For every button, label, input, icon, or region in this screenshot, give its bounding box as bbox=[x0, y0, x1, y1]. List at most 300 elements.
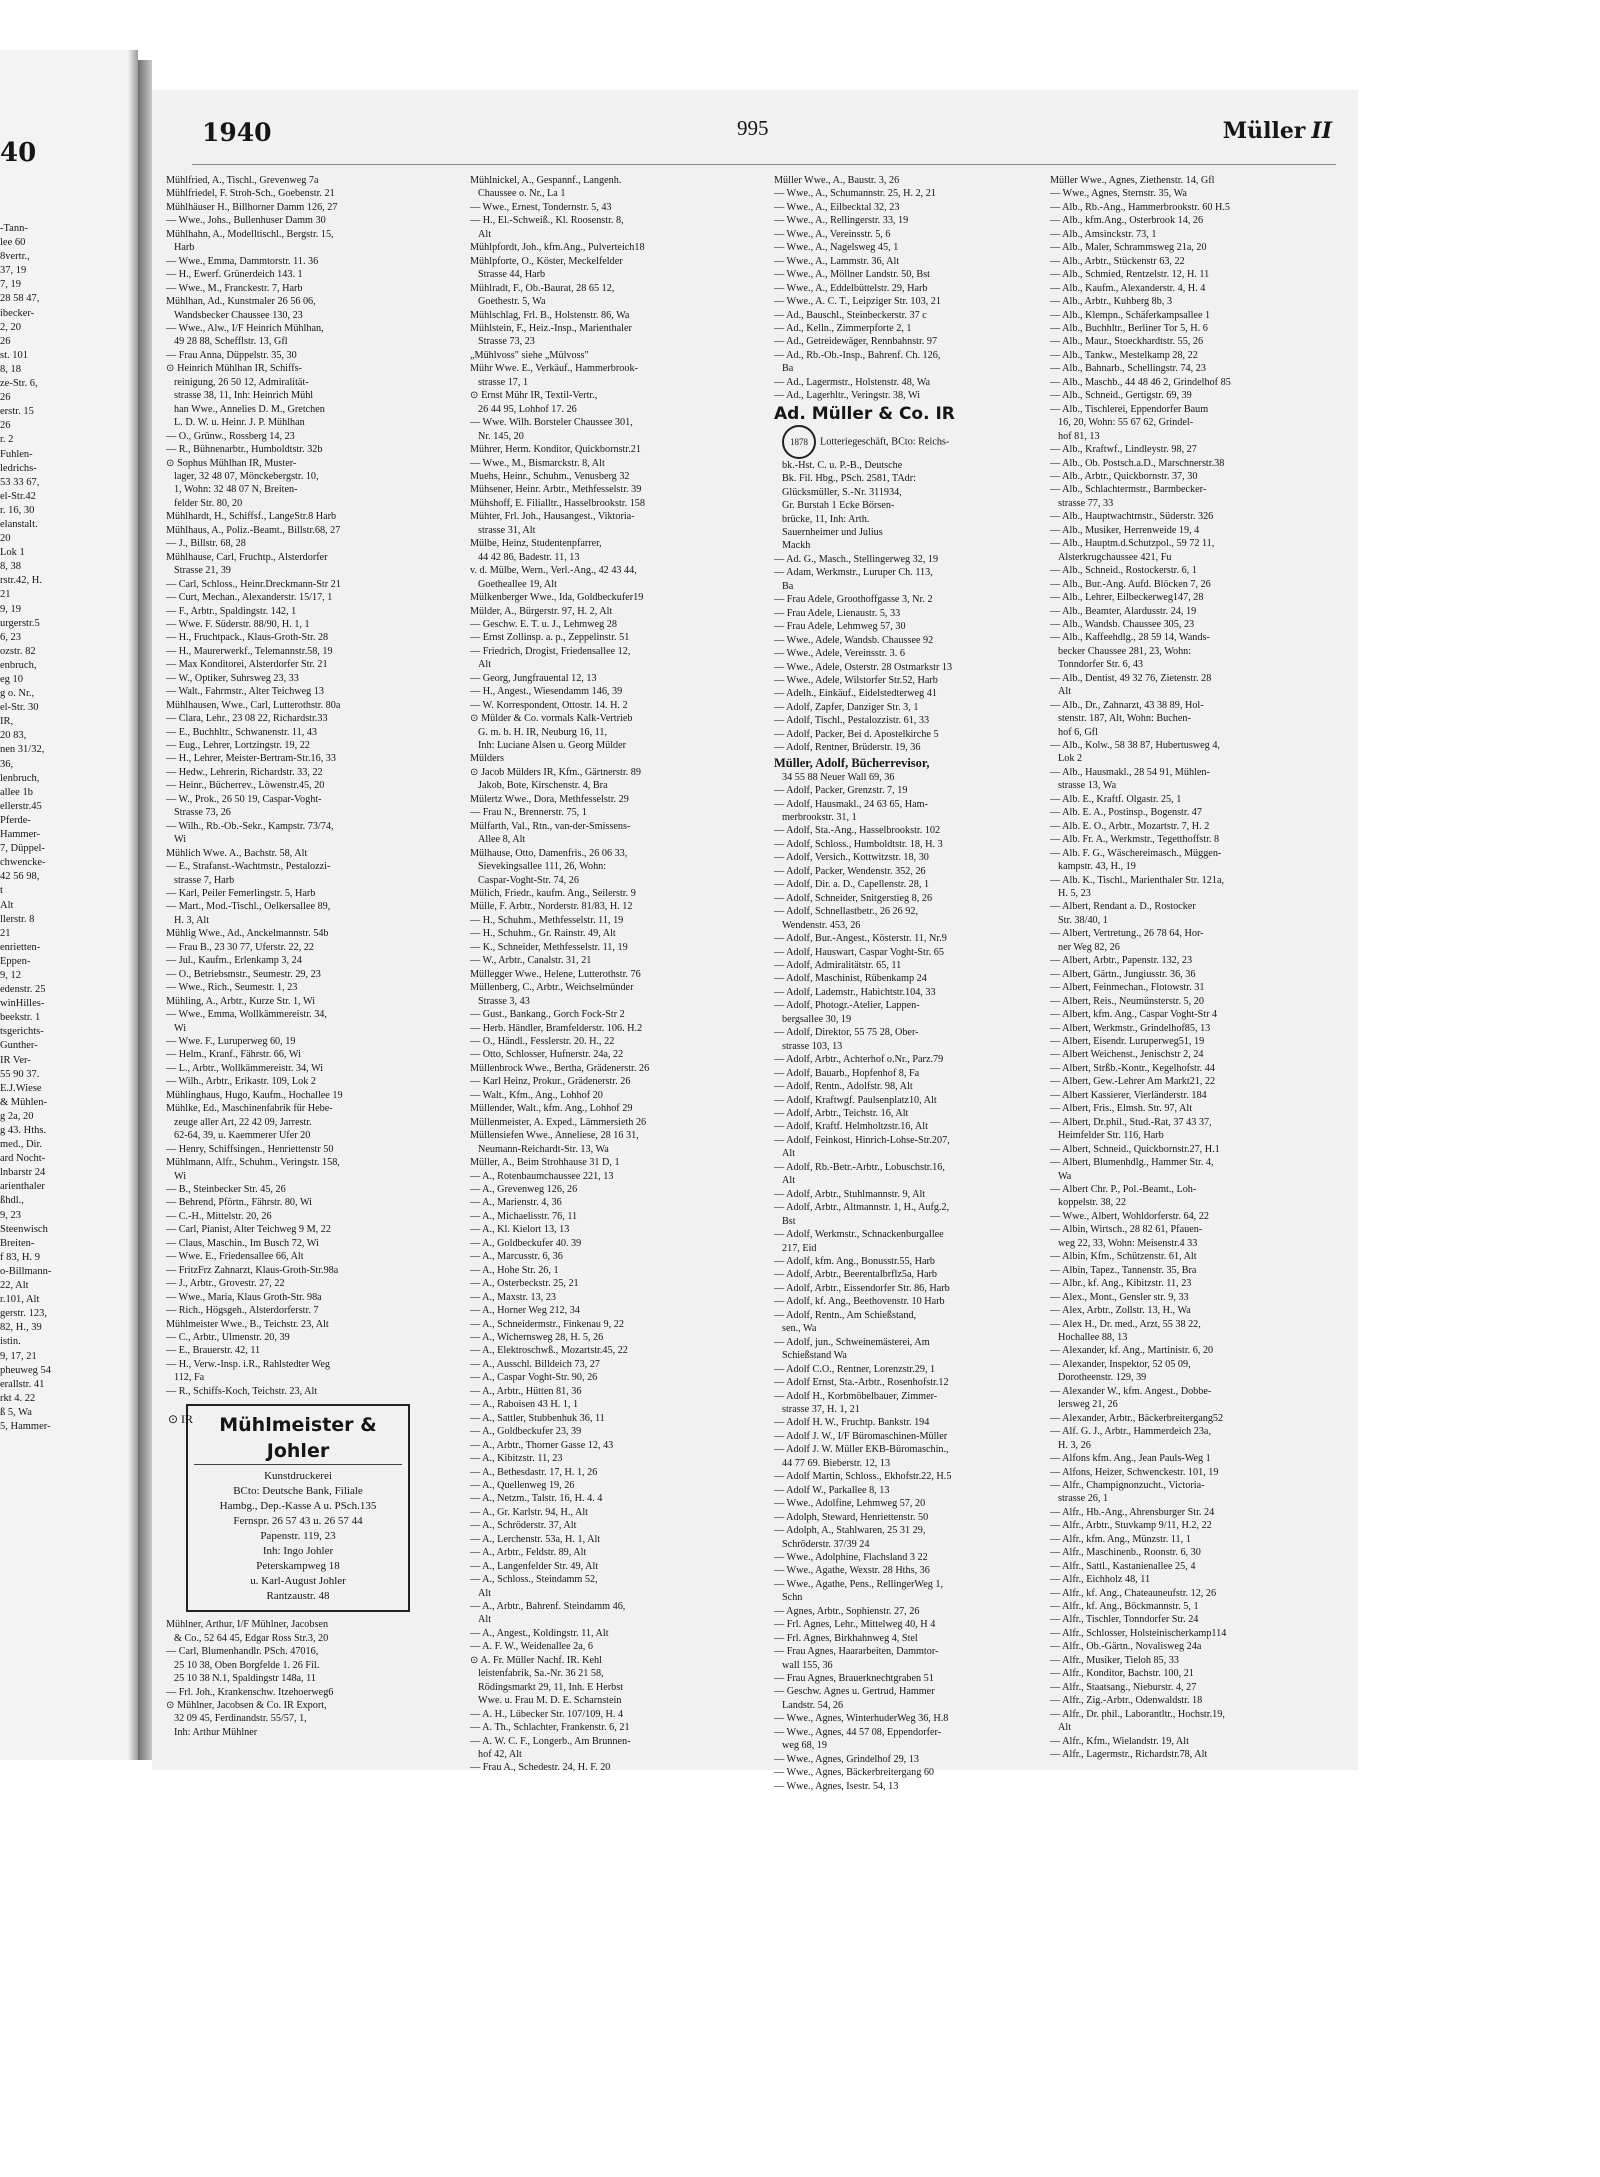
directory-entry-line: Strasse 73, 26 bbox=[174, 807, 231, 819]
directory-entry-line: — Ad. G., Masch., Stellingerweg 32, 19 bbox=[774, 553, 939, 565]
directory-entry-line: — Wwe., Agnes, WinterhuderWeg 36, H.8 bbox=[774, 1713, 949, 1725]
directory-entry-line: Mühlich Wwe. A., Bachstr. 58, Alt bbox=[166, 847, 308, 859]
directory-entry-line: ⊙ Heinrich Mühlhan IR, Schiffs- bbox=[166, 363, 302, 375]
previous-page-line: 55 90 37. bbox=[0, 1068, 40, 1080]
directory-entry-line: — Wwe., Rich., Seumestr. 1, 23 bbox=[166, 982, 298, 994]
directory-entry-line: — Alb. Fr. A., Werkmstr., Tegetthoffstr. 8 bbox=[1050, 834, 1220, 846]
previous-page-line: rkt 4. 22 bbox=[0, 1392, 36, 1404]
directory-entry-line: — Wwe., Alw., I/F Heinrich Mühlhan, bbox=[166, 322, 324, 334]
directory-entry-line: — Clara, Lehr., 23 08 22, Richardstr.33 bbox=[166, 713, 328, 725]
directory-entry-line: — Alb., Maschb., 44 48 46 2, Grindelhof 85 bbox=[1050, 376, 1231, 388]
directory-entry-line: — FritzFrz Zahnarzt, Klaus-Groth-Str.98a bbox=[166, 1264, 339, 1276]
directory-entry-line: — Ad., Kelln., Zimmerpforte 2, 1 bbox=[774, 322, 912, 334]
directory-entry-line: — Albert Chr. P., Pol.-Beamt., Loh- bbox=[1050, 1183, 1197, 1195]
directory-entry-line: Mühr Wwe. E., Verkäuf., Hammerbrook- bbox=[470, 363, 638, 375]
directory-entry-line: Mülbe, Heinz, Studentenpfarrer, bbox=[470, 538, 602, 550]
previous-page-line: med., Dir. bbox=[0, 1139, 42, 1151]
directory-entry-line: — W. Korrespondent, Ottostr. 14. H. 2 bbox=[470, 699, 628, 711]
directory-entry-line: — Frau N., Brennerstr. 75, 1 bbox=[470, 807, 587, 819]
directory-entry-line: zeuge aller Art, 22 42 09, Jarrestr. bbox=[174, 1116, 312, 1128]
directory-entry-line: — Alb., Wandsb. Chaussee 305, 23 bbox=[1050, 618, 1195, 630]
directory-entry-line: — Alexander W., kfm. Angest., Dobbe- bbox=[1050, 1385, 1212, 1397]
previous-page-line: E.J.Wiese bbox=[0, 1082, 42, 1094]
directory-entry-line: — A., Michaelisstr. 76, 11 bbox=[470, 1210, 578, 1222]
directory-entry-line: — Adolf, Feinkost, Hinrich-Lohse-Str.207, bbox=[774, 1134, 950, 1146]
directory-entry-line: ⊙ Ernst Mühr IR, Textil-Vertr., bbox=[470, 390, 598, 402]
directory-entry-line: — Helm., Kranf., Fährstr. 66, Wi bbox=[166, 1049, 301, 1061]
directory-entry-line: Alt bbox=[1058, 686, 1072, 698]
directory-entry-line: — Adolf, Admiralitätstr. 65, 11 bbox=[774, 960, 902, 972]
directory-entry-line: ⊙ Mülder & Co. vormals Kalk-Vertrieb bbox=[470, 713, 633, 725]
directory-entry-highlight: Müller, Adolf, Bücherrevisor, bbox=[774, 755, 930, 770]
directory-entry-line: — Alex., Mont., Gensler str. 9, 33 bbox=[1050, 1291, 1189, 1303]
directory-entry-line: — Karl, Peiler Femerlingstr. 5, Harb bbox=[166, 888, 316, 900]
directory-entry-line: Alt bbox=[1058, 1722, 1072, 1734]
directory-entry-line: bergsallee 30, 19 bbox=[782, 1013, 852, 1025]
previous-page-line: ellerstr.45 bbox=[0, 800, 42, 812]
directory-entry-line: — Ad., Getreidewäger, Rennbahnstr. 97 bbox=[774, 336, 938, 348]
directory-entry-line: strasse 37, H. 1, 21 bbox=[782, 1403, 860, 1415]
directory-entry-line: — Adolf Martin, Schloss., Ekhofstr.22, H.5 bbox=[774, 1471, 952, 1483]
directory-entry-line: — Alb., Lehrer, Eilbeckerweg147, 28 bbox=[1050, 592, 1204, 604]
directory-entry-line: — H., Fruchtpack., Klaus-Groth-Str. 28 bbox=[166, 632, 329, 644]
directory-entry-line: lager, 32 48 07, Mönckebergstr. 10, bbox=[174, 470, 319, 482]
directory-entry-line: Goetheallee 19, Alt bbox=[478, 578, 557, 590]
directory-entry-line: Mühlschlag, Frl. B., Holstenstr. 86, Wa bbox=[470, 309, 630, 321]
directory-entry-line: Mühlhäuser H., Billhorner Damm 126, 27 bbox=[166, 201, 338, 213]
directory-entry-line: Mülfarth, Val., Rtn., van-der-Smissens- bbox=[470, 820, 631, 832]
directory-entry-line: H. 3, Alt bbox=[174, 914, 210, 926]
directory-entry-line: reinigung, 26 50 12, Admiralität- bbox=[174, 376, 309, 388]
directory-entry-line: — Ad., Lagermstr., Holstenstr. 48, Wa bbox=[774, 376, 931, 388]
directory-entry-line: — Alb., Arbtr., Stückenstr 63, 22 bbox=[1050, 255, 1185, 267]
directory-entry-line: — Alb., Kolw., 58 38 87, Hubertusweg 4, bbox=[1050, 740, 1220, 752]
directory-entry-line: — Ad., Lagerhltr., Veringstr. 38, Wi bbox=[774, 390, 921, 402]
directory-entry-line: koppelstr. 38, 22 bbox=[1058, 1197, 1126, 1209]
directory-entry-line: — Frau B., 23 30 77, Uferstr. 22, 22 bbox=[166, 941, 314, 953]
directory-entry-line: strasse 26, 1 bbox=[1058, 1493, 1109, 1505]
directory-entry-line: — Wwe., Adolphine, Flachsland 3 22 bbox=[774, 1551, 928, 1563]
directory-entry-line: — A., Goldbeckufer 40. 39 bbox=[470, 1237, 582, 1249]
directory-entry-line: Hochallee 88, 13 bbox=[1058, 1331, 1128, 1343]
directory-entry-line: — Albert, Blumenhdlg., Hammer Str. 4, bbox=[1050, 1157, 1214, 1169]
directory-entry-line: — Alb., Hausmakl., 28 54 91, Mühlen- bbox=[1050, 766, 1210, 778]
previous-page-line: 9, 12 bbox=[0, 969, 21, 981]
directory-entry-line: Nr. 145, 20 bbox=[478, 430, 524, 442]
directory-entry-line: — A., Elektroschwß., Mozartstr.45, 22 bbox=[470, 1345, 628, 1357]
directory-entry-line: weg 68, 19 bbox=[782, 1740, 827, 1752]
previous-page-line: r. 2 bbox=[0, 434, 14, 446]
directory-entry-line: Mülders bbox=[470, 753, 504, 765]
directory-entry-line: Mühsener, Heinr. Arbtr., Methfesselstr. 39 bbox=[470, 484, 642, 496]
directory-entry-line: 25 10 38, Oben Borgfelde 1. 26 Fil. bbox=[174, 1659, 320, 1671]
previous-page-edge bbox=[0, 50, 138, 1760]
directory-entry-line: — Alb., Schneid., Rostockerstr. 6, 1 bbox=[1050, 565, 1197, 577]
directory-entry-line: Mühlfriedel, F. Stroh-Sch., Goebenstr. 21 bbox=[166, 188, 335, 200]
previous-page-line: 36, bbox=[0, 758, 14, 770]
directory-entry-line: — A., Arbtr., Feldstr. 89, Alt bbox=[470, 1547, 587, 1559]
previous-page-line: allee 1b bbox=[0, 786, 33, 798]
directory-entry-line: — Frau A., Schedestr. 24, H. F. 20 bbox=[470, 1762, 611, 1774]
directory-entry-line: — Adolf, Arbtr., Eissendorfer Str. 86, Harb bbox=[774, 1282, 950, 1294]
directory-entry-line: — Adolf H., Korbmöbelbauer, Zimmer- bbox=[774, 1390, 938, 1402]
directory-entry-line: Alt bbox=[478, 1587, 492, 1599]
previous-page-line: 21 bbox=[0, 589, 11, 601]
previous-page-line: Hammer- bbox=[0, 829, 41, 841]
directory-entry-line: — Alb. F. G., Wäschereimasch., Müggen- bbox=[1050, 847, 1222, 859]
directory-entry-line: Müllenberg, C., Arbtr., Weichselmünder bbox=[470, 982, 634, 994]
directory-entry-line: — A., Angest., Koldingstr. 11, Alt bbox=[470, 1627, 609, 1639]
directory-entry-line: ⊙ Jacob Mülders IR, Kfm., Gärtnerstr. 89 bbox=[470, 766, 641, 778]
directory-entry-line: 32 09 45, Ferdinandstr. 55/57, 1, bbox=[174, 1713, 307, 1725]
previous-page-line: IR, bbox=[0, 716, 14, 728]
directory-entry-line: — H., Ewerf. Grünerdeich 143. 1 bbox=[166, 269, 303, 281]
previous-page-line: 20 83, bbox=[0, 730, 27, 742]
directory-entry-line: — Adolf, Arbtr., Altmannstr. 1, H., Aufg.2, bbox=[774, 1202, 950, 1214]
directory-entry-line: Sauernheimer und Julius bbox=[782, 526, 883, 538]
directory-entry-line: — H., Angest., Wiesendamm 146, 39 bbox=[470, 686, 623, 698]
directory-entry-line: — Albert, Fris., Elmsh. Str. 97, Alt bbox=[1050, 1103, 1193, 1115]
directory-entry-line: 44 42 86, Badestr. 11, 13 bbox=[478, 551, 580, 563]
directory-entry-line: — A., Marcusstr. 6, 36 bbox=[470, 1251, 563, 1263]
directory-entry-line: — Albert, Werkmstr., Grindelhof85, 13 bbox=[1050, 1022, 1211, 1034]
directory-entry-line: Dorotheenstr. 129, 39 bbox=[1058, 1372, 1147, 1384]
directory-entry-line: — Alexander, Inspektor, 52 05 09, bbox=[1050, 1358, 1191, 1370]
directory-entry-line: Inh: Luciane Alsen u. Georg Mülder bbox=[478, 740, 627, 752]
directory-entry-line: — Adolf J. W., I/F Büromaschinen-Müller bbox=[774, 1430, 948, 1442]
directory-entry-line: Strasse 73, 23 bbox=[478, 336, 535, 348]
directory-entry-line: — Frl. Joh., Krankenschw. Itzehoerweg6 bbox=[166, 1686, 334, 1698]
directory-entry-line: 16, 20, Wohn: 55 67 62, Grindel- bbox=[1058, 417, 1194, 429]
directory-page bbox=[152, 90, 1358, 1792]
directory-entry-line: Chaussee o. Nr., La 1 bbox=[478, 188, 566, 200]
previous-page-line: beekstr. 1 bbox=[0, 1012, 41, 1024]
directory-entry-line: — Claus, Maschin., Im Busch 72, Wi bbox=[166, 1237, 319, 1249]
directory-entry-line: — Max Konditorei, Alsterdorfer Str. 21 bbox=[166, 659, 328, 671]
directory-entry-line: — Herb. Händler, Bramfelderstr. 106. H.2 bbox=[470, 1022, 643, 1034]
previous-page-line: Eppen- bbox=[0, 955, 31, 967]
directory-entry-line: Mühlhaus, A., Poliz.-Beamt., Billstr.68, 27 bbox=[166, 524, 341, 536]
directory-entry-line: — Albin, Kfm., Schützenstr. 61, Alt bbox=[1050, 1251, 1197, 1263]
directory-entry-line: — Adolf, Packer, Bei d. Apostelkirche 5 bbox=[774, 728, 939, 740]
directory-entry-line: Alsterkrugchaussee 421, Fu bbox=[1058, 551, 1172, 563]
directory-entry-line: Tonndorfer Str. 6, 43 bbox=[1058, 659, 1144, 671]
directory-entry-line: — Alfr., Staatsang., Nieburstr. 4, 27 bbox=[1050, 1681, 1197, 1693]
directory-entry-line: — Alfons, Heizer, Schwenckestr. 101, 19 bbox=[1050, 1466, 1219, 1478]
directory-entry-line: — Mart., Mod.-Tischl., Oelkersallee 89, bbox=[166, 901, 331, 913]
directory-entry-line: — Alfr., Dr. phil., Laborantltr., Hochstr.19, bbox=[1050, 1708, 1225, 1720]
directory-entry-line: — Ad., Rb.-Ob.-Insp., Bahrenf. Ch. 126, bbox=[774, 349, 941, 361]
previous-page-line: 26 bbox=[0, 420, 11, 432]
directory-entry-line: hof 81, 13 bbox=[1058, 430, 1100, 442]
directory-entry-line: — Alb., Schneid., Gertigstr. 69, 39 bbox=[1050, 390, 1192, 402]
previous-page-line: pheuweg 54 bbox=[0, 1364, 52, 1376]
directory-entry-line: — R., Schiffs-Koch, Teichstr. 23, Alt bbox=[166, 1385, 318, 1397]
directory-entry-line: — Adolf, Arbtr., Beerentalbrflz5a, Harb bbox=[774, 1269, 937, 1281]
directory-entry-line: — W., Optiker, Suhrsweg 23, 33 bbox=[166, 672, 299, 684]
directory-entry-line: — Walt., Fahrmstr., Alter Teichweg 13 bbox=[166, 686, 324, 698]
directory-entry-line: — Alfr., Champignonzucht., Victoria- bbox=[1050, 1479, 1205, 1491]
directory-entry-line: — A., Maxstr. 13, 23 bbox=[470, 1291, 557, 1303]
directory-entry-line: — Adolf, Rentner, Brüderstr. 19, 36 bbox=[774, 742, 921, 754]
directory-entry-line: — Hedw., Lehrerin, Richardstr. 33, 22 bbox=[166, 766, 323, 778]
directory-entry-line: „Mühlvoss" siehe „Mülvoss" bbox=[470, 349, 589, 361]
directory-entry-line: lersweg 21, 26 bbox=[1058, 1399, 1118, 1411]
directory-column-4 bbox=[1050, 174, 1346, 1761]
directory-entry-line: — Alexander, kf. Ang., Martinistr. 6, 20 bbox=[1050, 1345, 1214, 1357]
directory-entry-line: Wi bbox=[174, 834, 187, 846]
directory-entry-line: — Alb., Hauptwachtmstr., Süderstr. 326 bbox=[1050, 511, 1214, 523]
directory-entry-line: 26 44 95, Lohhof 17. 26 bbox=[478, 403, 577, 415]
directory-entry-line: Schn bbox=[782, 1592, 803, 1604]
directory-entry-line: Mühshoff, E. Filialltr., Hasselbrookstr. 158 bbox=[470, 497, 645, 509]
directory-entry-line: — Frau Adele, Lienaustr. 5, 33 bbox=[774, 607, 901, 619]
directory-entry-line: — Alfr., Tischler, Tonndorfer Str. 24 bbox=[1050, 1614, 1199, 1626]
directory-entry-line: — A., Lerchenstr. 53a, H. 1, Alt bbox=[470, 1533, 601, 1545]
directory-entry-line: — B., Steinbecker Str. 45, 26 bbox=[166, 1183, 286, 1195]
firm-emblem-icon: 1878 bbox=[782, 425, 816, 459]
directory-entry-line: Mühter, Frl. Joh., Hausangest., Viktoria- bbox=[470, 511, 635, 523]
directory-entry-line: — A., Horner Weg 212, 34 bbox=[470, 1305, 580, 1317]
directory-entry-line: Müllegger Wwe., Helene, Lutterothstr. 76 bbox=[470, 968, 641, 980]
directory-entry-line: — Alb. E., Kraftf. Olgastr. 25, 1 bbox=[1050, 793, 1182, 805]
directory-entry-line: ⊙ Mühlner, Jacobsen & Co. IR Export, bbox=[166, 1699, 327, 1711]
directory-entry-line: — Adolf, Photogr.-Atelier, Lappen- bbox=[774, 1000, 920, 1012]
directory-entry-line: — Wwe., Adele, Osterstr. 28 Ostmarkstr 13 bbox=[774, 661, 953, 673]
directory-entry-line: Str. 38/40, 1 bbox=[1058, 914, 1108, 926]
directory-entry-line: — Albert, Gärtn., Jungiusstr. 36, 36 bbox=[1050, 968, 1196, 980]
directory-entry-line: Mühlke, Ed., Maschinenfabrik für Hebe- bbox=[166, 1103, 333, 1115]
directory-entry-line: — Adolf H. W., Fruchtp. Bankstr. 194 bbox=[774, 1417, 930, 1429]
previous-page-line: ard Nocht- bbox=[0, 1153, 46, 1165]
directory-entry-line: Mülertz Wwe., Dora, Methfesselstr. 29 bbox=[470, 793, 629, 805]
directory-column-2 bbox=[470, 174, 728, 1775]
directory-entry-line: Mühlmeister Wwe., B., Teichstr. 23, Alt bbox=[166, 1318, 329, 1330]
directory-entry-line: — Wwe., Emma, Wollkämmereistr. 34, bbox=[166, 1009, 327, 1021]
book-gutter bbox=[138, 60, 152, 1760]
directory-entry-line: 34 55 88 Neuer Wall 69, 36 bbox=[782, 771, 895, 783]
directory-entry-line: L. D. W. u. Heinr. J. P. Mühlhan bbox=[174, 417, 305, 429]
directory-entry-line: Mülkenberger Wwe., Ida, Goldbeckufer19 bbox=[470, 592, 644, 604]
directory-entry-line: — Albr., kf. Ang., Kibitzstr. 11, 23 bbox=[1050, 1278, 1192, 1290]
previous-page-line: 20 bbox=[0, 533, 11, 545]
directory-entry-line: — Albin, Wirtsch., 28 82 61, Pfauen- bbox=[1050, 1224, 1203, 1236]
directory-entry-line: — H., Maurerwerkf., Telemannstr.58, 19 bbox=[166, 645, 333, 657]
directory-entry-line: — Adolf, kfm. Ang., Bonusstr.55, Harb bbox=[774, 1255, 936, 1267]
directory-entry-line: Mühlfried, A., Tischl., Grevenweg 7a bbox=[166, 175, 319, 186]
previous-page-line: ßhdl., bbox=[0, 1195, 24, 1207]
directory-entry-line: Wendenstr. 453, 26 bbox=[782, 919, 861, 931]
running-head bbox=[1223, 118, 1332, 144]
previous-page-line: & Mühlen- bbox=[0, 1096, 47, 1108]
directory-entry-line: strasse 103, 13 bbox=[782, 1040, 843, 1052]
directory-entry-line: — Frl. Agnes, Birkhahnweg 4, Stel bbox=[774, 1632, 918, 1644]
directory-entry-line: strasse 77, 33 bbox=[1058, 497, 1114, 509]
directory-entry-line: — Wwe. F. Süderstr. 88/90, H. 1, 1 bbox=[166, 618, 310, 630]
directory-entry-line: Rödingsmarkt 29, 11, Inh. E Herbst bbox=[478, 1681, 624, 1693]
directory-entry-line: — Wwe., M., Bismarckstr. 8, Alt bbox=[470, 457, 605, 469]
directory-entry-line: Lok 2 bbox=[1058, 753, 1083, 765]
directory-entry-line: Wi bbox=[174, 1170, 187, 1182]
previous-page-line: g o. Nr., bbox=[0, 688, 35, 700]
directory-entry-line: hof 6, Gfl bbox=[1058, 726, 1098, 738]
directory-entry-line: — A., Ausschl. Billdeich 73, 27 bbox=[470, 1358, 600, 1370]
directory-entry-line: — Frau Agnes, Brauerknechtgraben 51 bbox=[774, 1673, 934, 1685]
directory-entry-line: — Adolf, Bauarb., Hopfenhof 8, Fa bbox=[774, 1067, 920, 1079]
directory-entry-line: — Wwe., Agnes, Sternstr. 35, Wa bbox=[1050, 188, 1187, 200]
directory-entry-line: — Alb., Kaufm., Alexanderstr. 4, H. 4 bbox=[1050, 282, 1206, 294]
directory-entry-line: — Adolf, Rentn., Am Schießstand, bbox=[774, 1309, 917, 1321]
directory-entry-line: — C., Arbtr., Ulmenstr. 20, 39 bbox=[166, 1331, 290, 1343]
previous-page-line: 53 33 67, bbox=[0, 476, 40, 488]
directory-entry-line: — Wwe., Albert, Wohldorferstr. 64, 22 bbox=[1050, 1210, 1209, 1222]
directory-entry-line: — Wwe., Adele, Wilstorfer Str.52, Harb bbox=[774, 674, 938, 686]
previous-page-line: edenstr. 25 bbox=[0, 984, 46, 996]
directory-entry-line: — Alb., Beamter, Alardusstr. 24, 19 bbox=[1050, 605, 1197, 617]
directory-entry-line: Mülich, Friedr., kaufm. Ang., Seilerstr. 9 bbox=[470, 888, 636, 900]
previous-page-line: enrietten- bbox=[0, 941, 41, 953]
advertisement-mark: ⊙ IR bbox=[168, 1412, 194, 1427]
directory-entry-line: — Alb., Dentist, 49 32 76, Zietenstr. 28 bbox=[1050, 672, 1212, 684]
previous-page-line: 42 56 98, bbox=[0, 871, 40, 883]
directory-entry-line: — J., Arbtr., Grovestr. 27, 22 bbox=[166, 1278, 285, 1290]
advertisement-line: Hambg., Dep.-Kasse A u. PSch.135 bbox=[219, 1500, 377, 1513]
directory-entry-line: brücke, 11, Inh: Arth. bbox=[782, 513, 870, 525]
directory-entry-line: — Wwe., Agathe, Pens., RellingerWeg 1, bbox=[774, 1578, 944, 1590]
previous-page-line: 9, 19 bbox=[0, 603, 21, 615]
directory-entry-line: Mühlhause, Carl, Fruchtp., Alsterdorfer bbox=[166, 551, 328, 563]
directory-entry-line: — Alb., Hauptm.d.Schutzpol., 59 72 11, bbox=[1050, 538, 1215, 550]
directory-entry-line: — Alb., Rb.-Ang., Hammerbrookstr. 60 H.5 bbox=[1050, 201, 1230, 213]
previous-page-line: Alt bbox=[0, 899, 14, 911]
directory-entry-line: Neumann-Reichardt-Str. 13, Wa bbox=[478, 1143, 609, 1155]
directory-entry-line: strasse 31, Alt bbox=[478, 524, 536, 536]
directory-entry-line: — Wwe., A., Lammstr. 36, Alt bbox=[774, 255, 900, 267]
previous-page-line: erstr. 15 bbox=[0, 406, 34, 418]
directory-entry-line: Wa bbox=[1058, 1170, 1072, 1182]
directory-entry-line: — A., Raboisen 43 H. 1, 1 bbox=[470, 1399, 579, 1411]
directory-entry-line: strasse 17, 1 bbox=[478, 376, 529, 388]
directory-entry-line: Strasse 21, 39 bbox=[174, 565, 231, 577]
directory-entry-line: 112, Fa bbox=[174, 1372, 205, 1384]
directory-entry-line: — A., Schneidermstr., Finkenau 9, 22 bbox=[470, 1318, 624, 1330]
directory-entry-line: — Adolf, Arbtr., Achterhof o.Nr., Parz.79 bbox=[774, 1054, 944, 1066]
directory-entry-line: — F., Arbtr., Spaldingstr. 142, 1 bbox=[166, 605, 297, 617]
directory-entry-line: — O., Händl., Fesslerstr. 20. H., 22 bbox=[470, 1036, 615, 1047]
directory-entry-line: — Alexander, Arbtr., Bäckerbreitergang52 bbox=[1050, 1412, 1224, 1424]
directory-entry-line: Müllenbrock Wwe., Bertha, Grädenerstr. 26 bbox=[470, 1062, 650, 1074]
directory-entry-line: — Alb., Maler, Schrammsweg 21a, 20 bbox=[1050, 242, 1207, 254]
directory-entry-line: merbrookstr. 31, 1 bbox=[782, 812, 857, 824]
directory-entry-line: Mühlnickel, A., Gespannf., Langenh. bbox=[470, 175, 622, 186]
directory-entry-line: Strasse 3, 43 bbox=[478, 995, 530, 1007]
directory-entry-line: — A. H., Lübecker Str. 107/109, H. 4 bbox=[470, 1708, 624, 1720]
directory-entry-line: 25 10 38 N.1, Spaldingstr 148a, 11 bbox=[174, 1673, 316, 1685]
directory-entry-line: — Georg, Jungfrauental 12, 13 bbox=[470, 672, 597, 684]
directory-entry-line: Mühling, A., Arbtr., Kurze Str. 1, Wi bbox=[166, 995, 316, 1007]
directory-entry-line: — L., Arbtr., Wollkämmereistr. 34, Wi bbox=[166, 1062, 324, 1074]
directory-entry-line bbox=[774, 425, 1032, 459]
directory-entry-line: — Adolf, Kraftf. Helmholtzstr.16, Alt bbox=[774, 1121, 928, 1133]
running-head-name: Müller bbox=[1222, 118, 1306, 144]
directory-entry-line: — Adolf, Tischl., Pestalozzistr. 61, 33 bbox=[774, 715, 930, 727]
directory-entry-text: Lotteriegeschäft, BCto: Reichs- bbox=[820, 436, 950, 448]
directory-entry-line: — Alfr., Schlosser, Holsteinischerkamp114 bbox=[1050, 1627, 1227, 1639]
directory-entry-line: — Alb., Bur.-Ang. Aufd. Blöcken 7, 26 bbox=[1050, 578, 1211, 590]
directory-entry-line: — Alfr., Lagermstr., Richardstr.78, Alt bbox=[1050, 1749, 1208, 1761]
directory-entry-line: — Otto, Schlosser, Hufnerstr. 24a, 22 bbox=[470, 1049, 624, 1061]
directory-entry-line: Mühlpforte, O., Köster, Meckelfelder bbox=[470, 255, 623, 267]
previous-page-line: enbruch, bbox=[0, 659, 37, 671]
previous-page-line: gerstr. 123, bbox=[0, 1308, 47, 1320]
directory-entry-line: — Wwe., A., Eilbecktal 32, 23 bbox=[774, 201, 900, 213]
directory-entry-line: Mülder, A., Bürgerstr. 97, H. 2, Alt bbox=[470, 605, 613, 617]
directory-entry-line: — A., Osterbeckstr. 25, 21 bbox=[470, 1278, 579, 1290]
directory-entry-line: Goethestr. 5, Wa bbox=[478, 296, 546, 308]
directory-entry-line: bk.-Hst. C. u. P.-B., Deutsche bbox=[782, 459, 903, 471]
previous-page-line: winHilles- bbox=[0, 998, 45, 1010]
advertisement-line: Peterskampweg 18 bbox=[256, 1560, 340, 1573]
previous-page-line: g 2a, 20 bbox=[0, 1110, 34, 1122]
directory-entry-line: sen., Wa bbox=[782, 1323, 817, 1335]
previous-page-line: el-Str.42 bbox=[0, 490, 36, 502]
directory-entry-line: — Alfr., kfm. Ang., Münzstr. 11, 1 bbox=[1050, 1533, 1191, 1545]
directory-entry-line: — A., Bethesdastr. 17, H. 1, 26 bbox=[470, 1466, 598, 1478]
previous-page-line: 8, 38 bbox=[0, 561, 21, 573]
directory-entry-line: — Adolf, Bur.-Angest., Kösterstr. 11, Nr.9 bbox=[774, 933, 947, 945]
previous-page-line: elanstalt. bbox=[0, 518, 38, 530]
previous-page-line: o-Billmann- bbox=[0, 1265, 52, 1277]
previous-page-line: 2, 20 bbox=[0, 321, 21, 333]
directory-entry-line: — A., Rotenbaumchaussee 221, 13 bbox=[470, 1170, 614, 1182]
directory-entry-line: Müller, A., Beim Strohhause 31 D, 1 bbox=[470, 1157, 620, 1169]
directory-entry-line: G. m. b. H. IR, Neuburg 16, 11, bbox=[478, 726, 608, 738]
previous-page-line: nen 31/32, bbox=[0, 744, 45, 756]
directory-entry-line: — Alb. E. O., Arbtr., Mozartstr. 7, H. 2 bbox=[1050, 820, 1210, 832]
directory-entry-line: Alt bbox=[782, 1175, 796, 1187]
previous-page-line: 7, Düppel- bbox=[0, 843, 45, 855]
directory-entry-line: — Adolf, Lademstr., Habichtstr.104, 33 bbox=[774, 986, 936, 998]
directory-entry-line: — A., Quellenweg 19, 26 bbox=[470, 1479, 575, 1491]
directory-entry-line: felder Str. 80, 20 bbox=[174, 497, 243, 509]
directory-entry-line: Schießstand Wa bbox=[782, 1350, 847, 1362]
directory-entry-line: — Wwe. Wilh. Borsteler Chaussee 301, bbox=[470, 417, 633, 429]
directory-entry-line: — A., Sattler, Stubbenhuk 36, 11 bbox=[470, 1412, 605, 1424]
previous-page-line: lenbruch, bbox=[0, 772, 40, 784]
directory-entry-line: Müllenmeister, A. Exped., Lämmersieth 26 bbox=[470, 1116, 647, 1128]
directory-entry-line: — Alfr., Sattl., Kastanienallee 25, 4 bbox=[1050, 1560, 1196, 1572]
advertisement-line: u. Karl-August Johler bbox=[250, 1575, 346, 1588]
previous-page-line: 8, 18 bbox=[0, 363, 21, 375]
directory-entry-line: — Adolf, Rentn., Adolfstr. 98, Alt bbox=[774, 1081, 913, 1093]
directory-entry-line: — Alb., Tischlerei, Eppendorfer Baum bbox=[1050, 403, 1209, 415]
previous-page-line: r. 16, 30 bbox=[0, 504, 35, 516]
directory-entry-line: — Ernst Zollinsp. a. p., Zeppelinstr. 51 bbox=[470, 632, 630, 644]
directory-entry-line: Mülhause, Otto, Damenfris., 26 06 33, bbox=[470, 847, 628, 859]
previous-page-line: st. 101 bbox=[0, 349, 29, 361]
directory-entry-line: — A., Arbtr., Hütten 81, 36 bbox=[470, 1385, 582, 1397]
directory-entry-line: — Adelh., Einkäuf., Eidelstedterweg 41 bbox=[774, 688, 937, 700]
directory-entry-line: — Eug., Lehrer, Lortzingstr. 19, 22 bbox=[166, 740, 310, 752]
directory-entry-line: — Albert, Rendant a. D., Rostocker bbox=[1050, 901, 1196, 913]
directory-entry-line: leistenfabrik, Sa.-Nr. 36 21 58, bbox=[478, 1668, 604, 1680]
directory-entry-line: — Wwe. F., Luruperweg 60, 19 bbox=[166, 1036, 296, 1047]
directory-entry-line: — A. Th., Schlachter, Frankenstr. 6, 21 bbox=[470, 1722, 630, 1734]
directory-entry-line: — Adolf, Dir. a. D., Capellenstr. 28, 1 bbox=[774, 879, 930, 891]
previous-page-line: urgerstr.5 bbox=[0, 617, 40, 629]
directory-entry-line: — Friedrich, Drogist, Friedensallee 12, bbox=[470, 645, 631, 657]
directory-entry-line: Landstr. 54, 26 bbox=[782, 1699, 844, 1711]
